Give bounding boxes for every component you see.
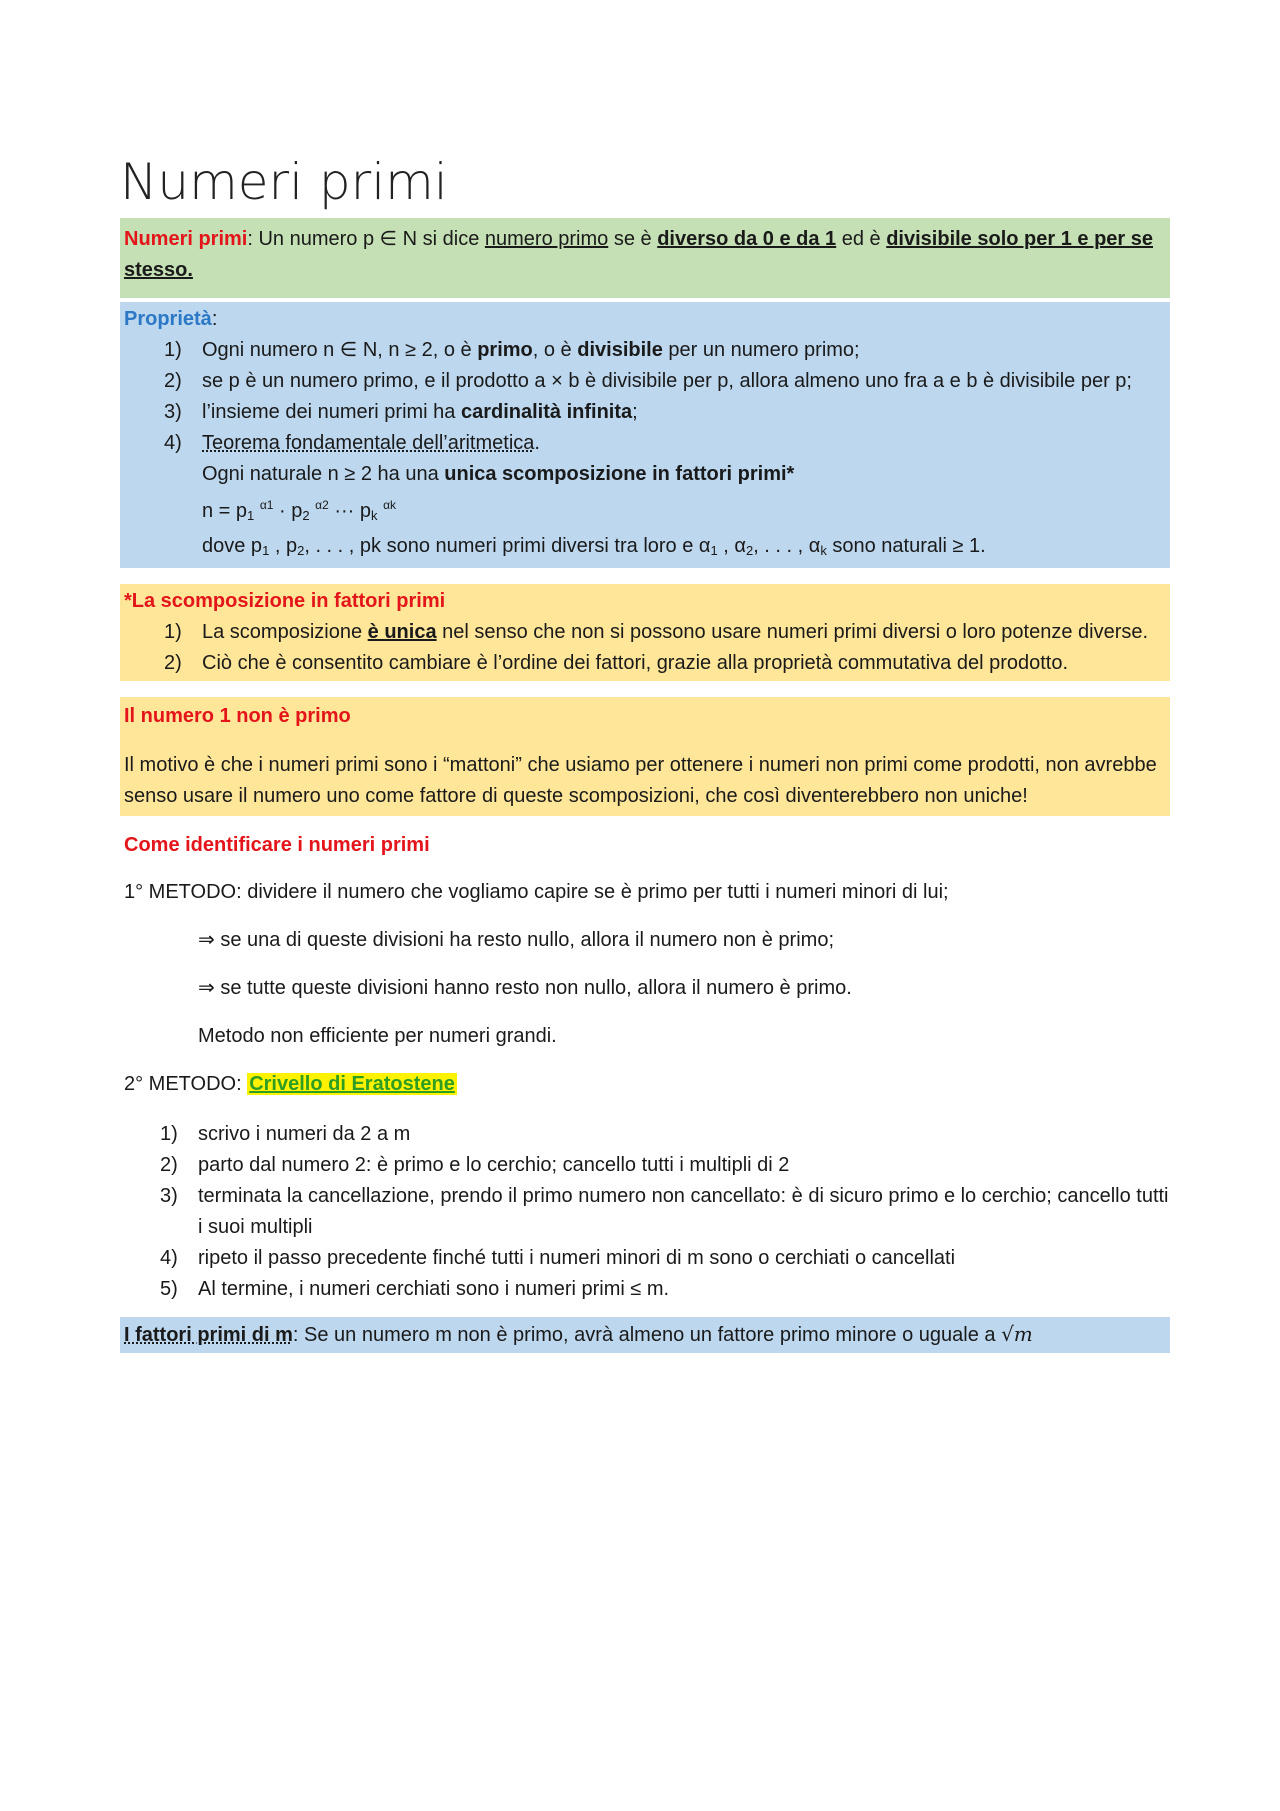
list-item (124, 428, 1166, 459)
theorem-formula (124, 490, 1166, 531)
item-text: Al termine, i numeri cerchiati sono i numeri primi ≤ m. (198, 1278, 670, 1300)
item-text: Ogni numero n ∈ N, n ≥ 2, o è (202, 339, 478, 361)
definition-text: ed è (836, 228, 887, 250)
list-item (124, 648, 1166, 679)
formula-exp: αk (383, 498, 397, 512)
list-item (120, 1243, 1170, 1274)
list-item (124, 397, 1166, 428)
definition-text: : Un numero p ∈ N si dice (247, 228, 485, 250)
where-text: dove p (202, 535, 263, 557)
item-number: 3) (164, 401, 182, 423)
item-number: 2) (160, 1154, 178, 1176)
item-text: l’insieme dei numeri primi ha (202, 401, 461, 423)
theorem-text: Ogni naturale n ≥ 2 ha una (202, 463, 445, 485)
properties-label: Proprietà (124, 308, 212, 330)
item-text: Ciò che è consentito cambiare è l’ordine dei fattori, grazie alla proprietà commutativa del prodotto. (202, 652, 1069, 674)
method-1-case-1: ⇒ se una di queste divisioni ha resto nullo, allora il numero non è primo; (198, 929, 834, 951)
identify-label: Come identificare i numeri primi (124, 834, 430, 856)
where-text: , . . . , α (753, 535, 821, 557)
item-text: ; (632, 401, 638, 423)
properties-colon: : (211, 308, 218, 330)
method-1: 1° METODO: dividere il numero che vogliamo capire se è primo per tutti i numeri minori di lui; (124, 881, 949, 903)
factorization-label: *La scomposizione in fattori primi (124, 590, 446, 612)
method-1-note: Metodo non efficiente per numeri grandi. (198, 1025, 557, 1047)
item-text: ripeto il passo precedente finché tutti i numeri minori di m sono o cerchiati o cancellati (198, 1247, 956, 1269)
item-number: 2) (164, 370, 182, 392)
where-sub: 1 (710, 543, 718, 558)
where-sub: 2 (297, 543, 305, 558)
formula-sub: k (371, 508, 378, 523)
formula-sub: 2 (302, 508, 310, 523)
item-number: 3) (160, 1185, 178, 1207)
list-item (120, 1274, 1170, 1305)
formula-part: n = p (202, 500, 248, 522)
formula-part: · p (273, 500, 303, 522)
definition-condition-1: diverso da 0 e da 1 (657, 228, 837, 250)
where-text: , . . . , pk sono numeri primi diversi tra loro e α (304, 535, 711, 557)
item-text: , o è (532, 339, 578, 361)
item-text: scrivo i numeri da 2 a m (198, 1123, 411, 1145)
item-bold: primo (477, 339, 533, 361)
properties-list (124, 335, 1166, 459)
where-text: , p (269, 535, 298, 557)
item-text: se p è un numero primo, e il prodotto a × b è divisibile per p, allora almeno uno fra a e b è divisibile per p; (202, 370, 1132, 392)
where-text: , α (717, 535, 746, 557)
prime-factors-label: I fattori primi di m (124, 1324, 293, 1346)
list-item (120, 1150, 1170, 1181)
theorem-where (124, 531, 1166, 566)
sieve-steps (120, 1119, 1170, 1305)
list-item (120, 1181, 1170, 1243)
list-item (124, 335, 1166, 366)
where-sub: k (820, 543, 827, 558)
theorem-statement (124, 459, 1166, 490)
item-text: . (534, 432, 540, 454)
eratosthenes-link[interactable]: Crivello di Eratostene (249, 1073, 455, 1095)
item-bold: divisibile (577, 339, 663, 361)
theorem-bold: unica scomposizione in fattori primi* (444, 463, 795, 485)
document-page (120, 150, 1170, 1353)
definition-text: se è (608, 228, 658, 250)
factorization-list (124, 617, 1166, 679)
page-title: Numeri primi (120, 153, 448, 211)
item-number: 2) (164, 652, 182, 674)
definition-label: Numeri primi (124, 228, 248, 250)
where-sub: 1 (262, 543, 270, 558)
item-number: 4) (160, 1247, 178, 1269)
item-bold: è unica (367, 621, 437, 643)
number-one-label: Il numero 1 non è primo (124, 705, 351, 727)
list-item (124, 366, 1166, 397)
definition-condition-2: divisibile solo per 1 e per se stesso. (124, 228, 1153, 281)
where-sub: 2 (745, 543, 754, 558)
prime-factors-text: : Se un numero m non è primo, avrà almeno un fattore primo minore o uguale a (292, 1324, 1002, 1346)
formula-part: ··· p (328, 500, 372, 522)
definition-term: numero primo (484, 228, 609, 250)
item-text: La scomposizione (202, 621, 368, 643)
theorem-name: Teorema fondamentale dell’aritmetica (202, 432, 535, 454)
item-number: 4) (164, 432, 182, 454)
method-1-case-2: ⇒ se tutte queste divisioni hanno resto non nullo, allora il numero è primo. (198, 977, 852, 999)
item-text: terminata la cancellazione, prendo il primo numero non cancellato: è di sicuro primo e lo cerchio; cancello tutti i suoi multipli (198, 1185, 1169, 1238)
item-number: 1) (164, 621, 182, 643)
formula-sub: 1 (247, 508, 255, 523)
item-text: per un numero primo; (662, 339, 860, 361)
method-2 (120, 1069, 1170, 1099)
definition-box (120, 218, 1170, 298)
item-bold: cardinalità infinita (460, 401, 633, 423)
prime-factors-box (120, 1317, 1170, 1353)
item-number: 1) (164, 339, 182, 361)
method-2-text: 2° METODO: (124, 1073, 248, 1095)
list-item (124, 617, 1166, 648)
item-number: 5) (160, 1278, 178, 1300)
properties-box (120, 302, 1170, 568)
item-number: 1) (160, 1123, 178, 1145)
number-one-box (120, 697, 1170, 816)
item-text: nel senso che non si possono usare numeri primi diversi o loro potenze diverse. (436, 621, 1149, 643)
formula-exp: α1 (259, 498, 274, 512)
sqrt-m: √m (1001, 1322, 1033, 1346)
list-item (120, 1119, 1170, 1150)
formula-exp: α2 (315, 498, 329, 512)
where-text: sono naturali ≥ 1. (826, 535, 986, 557)
item-text: parto dal numero 2: è primo e lo cerchio; cancello tutti i multipli di 2 (198, 1154, 790, 1176)
factorization-box (120, 584, 1170, 681)
number-one-text: Il motivo è che i numeri primi sono i “mattoni” che usiamo per ottenere i numeri non primi come prodotti, non avrebbe senso usare il numero uno come fattore di queste scomposizioni, che così diventerebbero non uniche! (124, 754, 1157, 807)
